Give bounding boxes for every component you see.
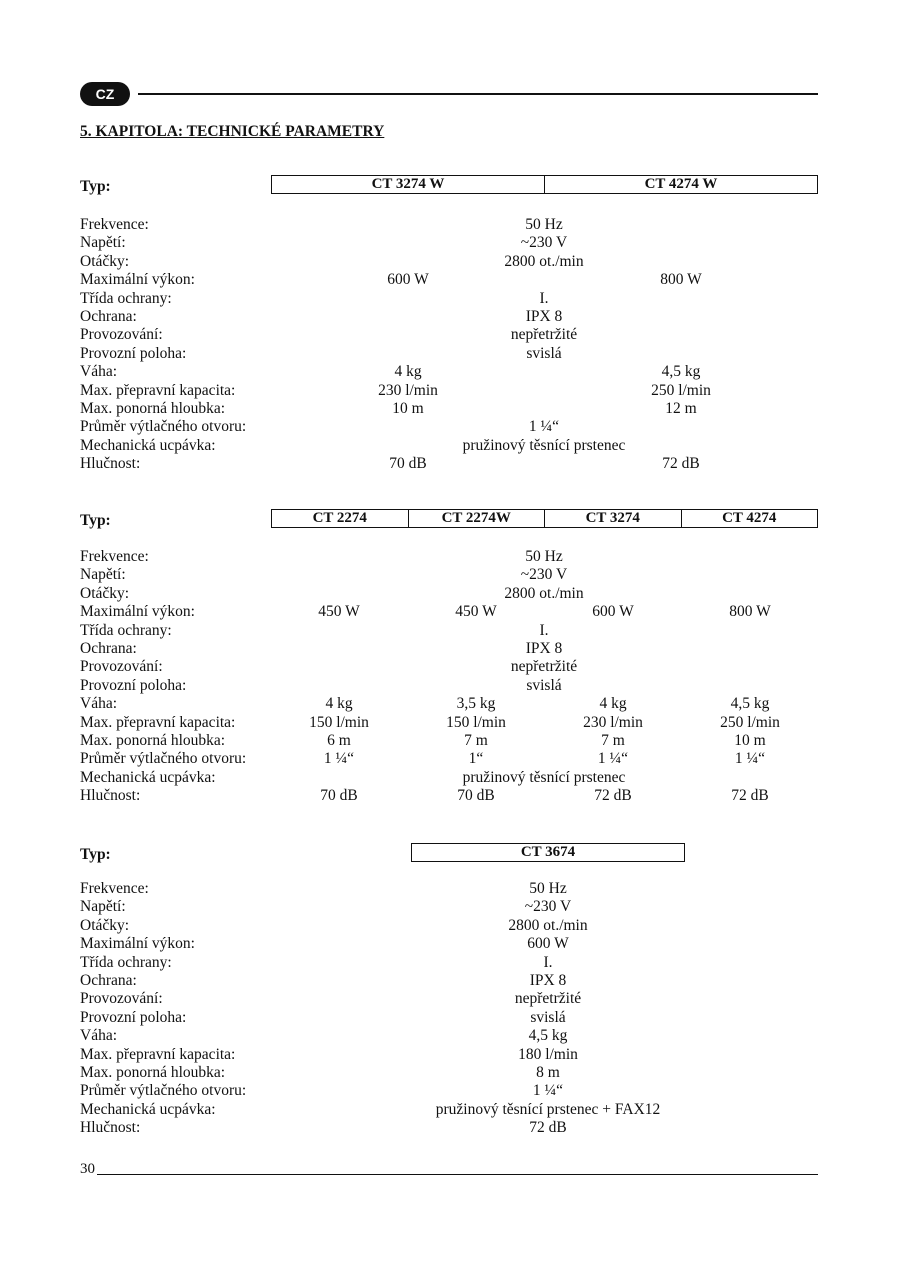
spec-label: Ochrana: (80, 308, 137, 325)
spec-label: Průměr výtlačného otvoru: (80, 1082, 247, 1100)
spec-value: ~230 V (520, 566, 568, 584)
page-number: 30 (80, 1161, 95, 1177)
spec-value: 70 dB (457, 787, 495, 805)
spec-value: 600 W (387, 271, 429, 289)
spec-label: Provozování: (80, 658, 163, 676)
spec-label: Max. ponorná hloubka: (80, 1064, 226, 1081)
spec-label: Třída ochrany: (80, 621, 172, 639)
model-name: CT 2274 (312, 510, 367, 526)
typ-label: Typ: (80, 846, 111, 863)
spec-value: 1“ (468, 750, 484, 768)
spec-value: 800 W (660, 271, 702, 289)
model-header (271, 175, 818, 194)
spec-value: 450 W (455, 603, 497, 621)
spec-value: svislá (526, 344, 562, 362)
spec-value: 250 l/min (720, 713, 780, 731)
spec-label: Třída ochrany: (80, 289, 172, 307)
spec-value: 2800 ot./min (508, 916, 588, 934)
language-badge: CZ (80, 82, 130, 106)
spec-value: I. (543, 953, 553, 971)
spec-label: Hlučnost: (80, 455, 141, 473)
spec-value: 4 kg (325, 695, 353, 713)
spec-value: 4 kg (599, 695, 627, 713)
spec-value: 600 W (592, 603, 634, 621)
footer-rule (97, 1174, 818, 1175)
spec-value: 3,5 kg (456, 695, 496, 713)
spec-value: 6 m (327, 732, 351, 749)
spec-value: 72 dB (731, 787, 769, 805)
spec-value: 50 Hz (525, 216, 563, 233)
spec-value: 1 ¼“ (532, 1082, 564, 1100)
spec-value: nepřetržité (510, 658, 578, 676)
spec-value: 150 l/min (446, 713, 506, 731)
spec-value: pružinový těsnící prstenec (462, 436, 626, 454)
spec-label: Mechanická ucpávka: (80, 768, 216, 786)
spec-value: 70 dB (389, 455, 427, 473)
model-name: CT 3274 (544, 510, 681, 527)
spec-label: Napětí: (80, 898, 126, 916)
spec-label: Maximální výkon: (80, 935, 195, 953)
header-rule (138, 93, 818, 95)
spec-value: 1 ¼“ (323, 750, 355, 768)
spec-label: Váha: (80, 1027, 118, 1045)
spec-label: Hlučnost: (80, 1119, 141, 1137)
spec-value: pružinový těsnící prstenec (462, 768, 626, 786)
spec-value: pružinový těsnící prstenec + FAX12 (435, 1100, 661, 1118)
spec-value: svislá (530, 1008, 566, 1026)
spec-label: Max. přepravní kapacita: (80, 381, 236, 399)
spec-value: 72 dB (662, 455, 700, 473)
spec-label: Napětí: (80, 234, 126, 252)
spec-label: Průměr výtlačného otvoru: (80, 418, 247, 436)
spec-value: IPX 8 (529, 972, 567, 989)
spec-value: 50 Hz (525, 548, 563, 565)
model-header (411, 843, 685, 862)
spec-value: I. (539, 289, 549, 307)
spec-value: 4,5 kg (528, 1027, 568, 1045)
spec-label: Třída ochrany: (80, 953, 172, 971)
spec-value: 2800 ot./min (504, 584, 584, 602)
spec-value: 4,5 kg (730, 695, 770, 713)
spec-value: ~230 V (520, 234, 568, 252)
spec-label: Mechanická ucpávka: (80, 436, 216, 454)
spec-value: 250 l/min (651, 381, 711, 399)
model-name: CT 2274W (408, 510, 545, 527)
model-header (271, 509, 818, 528)
spec-value: 72 dB (529, 1119, 567, 1137)
model-name: CT 3274 W (371, 176, 445, 192)
model-name: CT 3674 (520, 844, 576, 860)
spec-label: Mechanická ucpávka: (80, 1100, 216, 1118)
spec-label: Provozní poloha: (80, 344, 187, 362)
spec-value: 230 l/min (583, 713, 643, 731)
spec-label: Frekvence: (80, 548, 149, 565)
spec-value: 1 ¼“ (597, 750, 629, 768)
spec-value: 50 Hz (529, 880, 567, 897)
spec-value: 600 W (527, 935, 569, 953)
spec-label: Provozování: (80, 326, 163, 344)
spec-value: 10 m (392, 400, 424, 417)
model-name: CT 4274 W (544, 176, 817, 193)
spec-label: Napětí: (80, 566, 126, 584)
spec-value: nepřetržité (510, 326, 578, 344)
spec-value: 70 dB (320, 787, 358, 805)
spec-label: Max. přepravní kapacita: (80, 713, 236, 731)
chapter-title: 5. KAPITOLA: TECHNICKÉ PARAMETRY (80, 123, 385, 140)
spec-label: Max. ponorná hloubka: (80, 400, 226, 417)
spec-label: Provozní poloha: (80, 676, 187, 694)
spec-value: 180 l/min (518, 1045, 578, 1063)
spec-label: Maximální výkon: (80, 603, 195, 621)
spec-value: 72 dB (594, 787, 632, 805)
spec-label: Průměr výtlačného otvoru: (80, 750, 247, 768)
typ-label: Typ: (80, 178, 111, 195)
spec-value: 7 m (601, 732, 625, 749)
spec-label: Ochrana: (80, 972, 137, 989)
model-name: CT 4274 (681, 510, 818, 527)
spec-value: 2800 ot./min (504, 252, 584, 270)
spec-value: 8 m (536, 1064, 560, 1081)
spec-value: 450 W (318, 603, 360, 621)
spec-label: Ochrana: (80, 640, 137, 657)
spec-value: 7 m (464, 732, 488, 749)
spec-value: 800 W (729, 603, 771, 621)
spec-value: IPX 8 (525, 640, 563, 657)
spec-value: I. (539, 621, 549, 639)
spec-label: Otáčky: (80, 584, 130, 602)
spec-value: 230 l/min (378, 381, 438, 399)
spec-value: 1 ¼“ (734, 750, 766, 768)
spec-value: 4,5 kg (661, 363, 701, 381)
spec-label: Frekvence: (80, 880, 149, 897)
spec-value: nepřetržité (514, 990, 582, 1008)
spec-label: Váha: (80, 695, 118, 713)
typ-label: Typ: (80, 512, 111, 529)
spec-label: Max. ponorná hloubka: (80, 732, 226, 749)
spec-value: 10 m (734, 732, 766, 749)
spec-value: IPX 8 (525, 308, 563, 325)
spec-value: 4 kg (394, 363, 422, 381)
spec-label: Frekvence: (80, 216, 149, 233)
spec-label: Provozování: (80, 990, 163, 1008)
spec-value: 1 ¼“ (528, 418, 560, 436)
spec-value: svislá (526, 676, 562, 694)
spec-value: ~230 V (524, 898, 572, 916)
spec-value: 150 l/min (309, 713, 369, 731)
spec-label: Max. přepravní kapacita: (80, 1045, 236, 1063)
spec-label: Hlučnost: (80, 787, 141, 805)
spec-label: Provozní poloha: (80, 1008, 187, 1026)
spec-value: 12 m (665, 400, 697, 417)
spec-label: Otáčky: (80, 916, 130, 934)
spec-label: Váha: (80, 363, 118, 381)
spec-label: Maximální výkon: (80, 271, 195, 289)
spec-label: Otáčky: (80, 252, 130, 270)
